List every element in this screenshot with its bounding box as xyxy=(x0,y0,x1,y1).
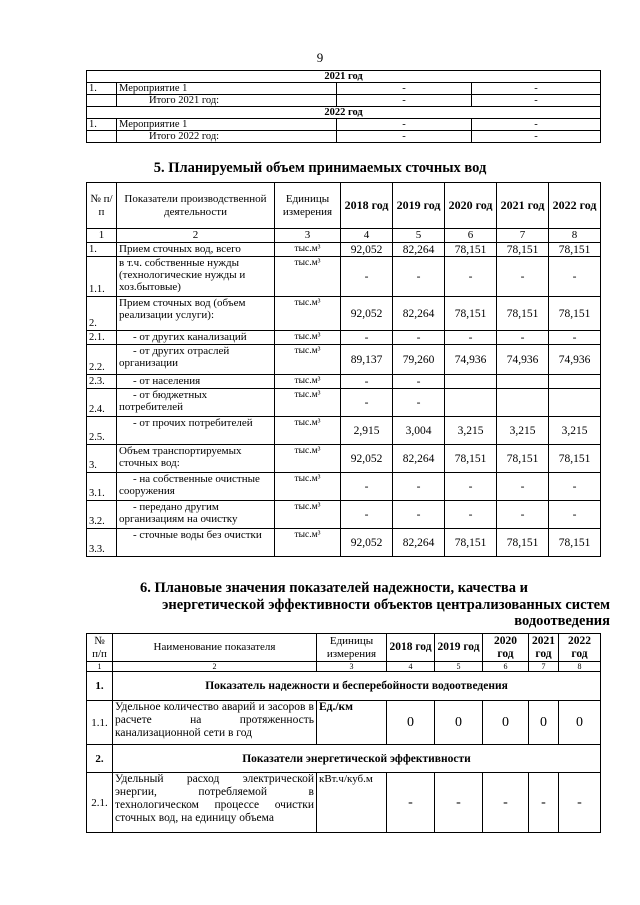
row-num: 1. xyxy=(87,83,117,95)
year-label: 2022 год xyxy=(87,107,601,119)
row-unit: тыс.м³ xyxy=(275,473,341,501)
table-row xyxy=(87,501,601,529)
group-num: 1. xyxy=(87,672,113,701)
row-value: 0 xyxy=(387,701,435,745)
index-cell: 3 xyxy=(275,229,341,243)
index-cell: 4 xyxy=(341,229,393,243)
row-unit: тыс.м³ xyxy=(275,257,341,297)
row-name: Прием сточных вод (объем реализации услуги): xyxy=(117,297,275,331)
row-name: Удельный расход электрической энергии, потребляемой в технологическом процессе очистки сточных вод, на единицу объема xyxy=(113,773,317,833)
header-year: 2019 год xyxy=(393,183,445,229)
row-name: Объем транспортируемых сточных вод: xyxy=(117,445,275,473)
index-cell: 2 xyxy=(117,229,275,243)
row-value: - xyxy=(393,331,445,345)
index-cell: 6 xyxy=(483,662,529,672)
row-value: - xyxy=(483,773,529,833)
row-value: - xyxy=(393,389,445,417)
row-value: 2,915 xyxy=(341,417,393,445)
row-unit: Ед./км xyxy=(317,701,387,745)
row-unit: тыс.м³ xyxy=(275,445,341,473)
row-value: 3,004 xyxy=(393,417,445,445)
row-unit: тыс.м³ xyxy=(275,297,341,331)
row-value: - xyxy=(445,473,497,501)
row-value: 79,260 xyxy=(393,345,445,375)
row-unit: тыс.м³ xyxy=(275,389,341,417)
index-cell: 1 xyxy=(87,229,117,243)
row-value xyxy=(445,375,497,389)
header-year: 2019 год xyxy=(435,634,483,662)
row-value: - xyxy=(393,375,445,389)
table-row xyxy=(87,297,601,331)
index-cell: 7 xyxy=(529,662,559,672)
measures-table xyxy=(86,70,601,143)
row-value: 0 xyxy=(483,701,529,745)
row-name: Итого 2022 год: xyxy=(117,131,337,143)
header-year: 2022 год xyxy=(559,634,601,662)
row-num: 2.2. xyxy=(87,345,117,375)
header-num: № п/п xyxy=(87,634,113,662)
index-row xyxy=(87,662,601,672)
row-value: - xyxy=(445,331,497,345)
table-row xyxy=(87,417,601,445)
table-row xyxy=(87,243,601,257)
table-row xyxy=(87,389,601,417)
row-num xyxy=(87,95,117,107)
table-row xyxy=(87,83,601,95)
row-value: 82,264 xyxy=(393,529,445,557)
table-row xyxy=(87,131,601,143)
row-name: - передано другим организациям на очистку xyxy=(117,501,275,529)
section-5-title: 5. Планируемый объем принимаемых сточных вод xyxy=(153,160,487,176)
table-header-row xyxy=(87,183,601,229)
row-name: - на собственные очистные сооружения xyxy=(117,473,275,501)
table-row xyxy=(87,257,601,297)
header-year: 2020 год xyxy=(445,183,497,229)
row-name: Удельное количество аварий и засоров в расчете на протяженность канализационной сети в год xyxy=(113,701,317,745)
row-num: 2.1. xyxy=(87,331,117,345)
table-row xyxy=(87,473,601,501)
row-value: 3,215 xyxy=(497,417,549,445)
row-value: 78,151 xyxy=(445,297,497,331)
index-cell: 8 xyxy=(549,229,601,243)
row-value: 78,151 xyxy=(549,445,601,473)
row-value: 78,151 xyxy=(549,297,601,331)
table-row xyxy=(87,529,601,557)
row-unit: тыс.м³ xyxy=(275,345,341,375)
table-header-row xyxy=(87,634,601,662)
row-value: - xyxy=(387,773,435,833)
row-num: 3. xyxy=(87,445,117,473)
row-value: - xyxy=(549,501,601,529)
row-value: - xyxy=(472,131,601,143)
row-value: - xyxy=(497,473,549,501)
row-value: 78,151 xyxy=(549,243,601,257)
table-row xyxy=(87,701,601,745)
row-value: 78,151 xyxy=(497,243,549,257)
row-value: 3,215 xyxy=(445,417,497,445)
row-value: 78,151 xyxy=(445,445,497,473)
row-num: 2.3. xyxy=(87,375,117,389)
table-row xyxy=(87,445,601,473)
row-value: 78,151 xyxy=(497,529,549,557)
index-cell: 3 xyxy=(317,662,387,672)
row-value: - xyxy=(337,95,472,107)
page-number: 9 xyxy=(316,50,324,65)
index-cell: 5 xyxy=(393,229,445,243)
row-value: - xyxy=(549,473,601,501)
header-indicator: Показатели производственной деятельности xyxy=(117,183,275,229)
row-name: Мероприятие 1 xyxy=(117,83,337,95)
row-value: - xyxy=(472,95,601,107)
row-value: 74,936 xyxy=(549,345,601,375)
row-value: - xyxy=(435,773,483,833)
row-num: 3.3. xyxy=(87,529,117,557)
row-value xyxy=(549,375,601,389)
row-num: 1. xyxy=(87,119,117,131)
row-value: 0 xyxy=(435,701,483,745)
row-value: - xyxy=(445,257,497,297)
row-value: - xyxy=(393,257,445,297)
row-num: 2.4. xyxy=(87,389,117,417)
row-num: 1.1. xyxy=(87,701,113,745)
row-unit: тыс.м³ xyxy=(275,417,341,445)
row-value: - xyxy=(497,501,549,529)
row-name: - от населения xyxy=(117,375,275,389)
row-num: 2. xyxy=(87,297,117,331)
row-value: 74,936 xyxy=(497,345,549,375)
table-row xyxy=(87,375,601,389)
row-value: 0 xyxy=(559,701,601,745)
row-value: - xyxy=(559,773,601,833)
row-name: - от других отраслей организации xyxy=(117,345,275,375)
row-value xyxy=(497,375,549,389)
header-unit: Единицы измерения xyxy=(317,634,387,662)
section-6-title-line1: 6. Плановые значения показателей надежности, качества и xyxy=(140,580,528,596)
index-cell: 8 xyxy=(559,662,601,672)
row-unit: тыс.м³ xyxy=(275,501,341,529)
row-unit: тыс.м³ xyxy=(275,331,341,345)
header-num: № п/ п xyxy=(87,183,117,229)
row-value: 82,264 xyxy=(393,297,445,331)
row-name: Прием сточных вод, всего xyxy=(117,243,275,257)
group-row xyxy=(87,672,601,701)
row-value: - xyxy=(337,119,472,131)
index-cell: 1 xyxy=(87,662,113,672)
index-row xyxy=(87,229,601,243)
row-value: 92,052 xyxy=(341,297,393,331)
index-cell: 7 xyxy=(497,229,549,243)
row-num xyxy=(87,131,117,143)
year-label: 2021 год xyxy=(87,71,601,83)
row-value: - xyxy=(529,773,559,833)
row-value: 82,264 xyxy=(393,445,445,473)
header-year: 2022 год xyxy=(549,183,601,229)
row-name: - от других канализаций xyxy=(117,331,275,345)
row-value: 78,151 xyxy=(445,243,497,257)
row-name: Итого 2021 год: xyxy=(117,95,337,107)
reliability-indicators-table xyxy=(86,633,601,833)
row-name: - от бюджетных потребителей xyxy=(117,389,275,417)
group-row xyxy=(87,745,601,773)
header-year: 2021 год xyxy=(497,183,549,229)
row-value: - xyxy=(341,257,393,297)
section-6-title-line2: энергетической эффективности объектов централизованных систем xyxy=(162,597,610,613)
header-year: 2018 год xyxy=(341,183,393,229)
row-unit: кВт.ч/куб.м xyxy=(317,773,387,833)
row-value: - xyxy=(472,119,601,131)
row-value: 74,936 xyxy=(445,345,497,375)
row-num: 1.1. xyxy=(87,257,117,297)
row-num: 3.1. xyxy=(87,473,117,501)
row-value: 3,215 xyxy=(549,417,601,445)
group-title: Показатель надежности и бесперебойности водоотведения xyxy=(113,672,601,701)
table-row xyxy=(87,773,601,833)
index-cell: 6 xyxy=(445,229,497,243)
wastewater-volume-table xyxy=(86,182,601,557)
row-value: - xyxy=(497,331,549,345)
table-row xyxy=(87,331,601,345)
group-num: 2. xyxy=(87,745,113,773)
header-unit: Единицы измерения xyxy=(275,183,341,229)
row-value: - xyxy=(341,473,393,501)
row-value: 92,052 xyxy=(341,445,393,473)
row-num: 2.1. xyxy=(87,773,113,833)
row-value: - xyxy=(549,331,601,345)
row-value: 92,052 xyxy=(341,243,393,257)
index-cell: 4 xyxy=(387,662,435,672)
table-row xyxy=(87,345,601,375)
row-value: 82,264 xyxy=(393,243,445,257)
row-value: - xyxy=(337,83,472,95)
group-title: Показатели энергетической эффективности xyxy=(113,745,601,773)
row-unit: тыс.м³ xyxy=(275,529,341,557)
header-year: 2021 год xyxy=(529,634,559,662)
row-name: - от прочих потребителей xyxy=(117,417,275,445)
row-value: 78,151 xyxy=(497,445,549,473)
row-value: 78,151 xyxy=(445,529,497,557)
row-value: - xyxy=(497,257,549,297)
row-value: - xyxy=(393,473,445,501)
row-value: 89,137 xyxy=(341,345,393,375)
row-value: 92,052 xyxy=(341,529,393,557)
row-num: 3.2. xyxy=(87,501,117,529)
header-year: 2020 год xyxy=(483,634,529,662)
row-value: - xyxy=(341,331,393,345)
table-row xyxy=(87,95,601,107)
row-unit: тыс.м³ xyxy=(275,243,341,257)
header-year: 2018 год xyxy=(387,634,435,662)
row-name: Мероприятие 1 xyxy=(117,119,337,131)
index-cell: 2 xyxy=(113,662,317,672)
row-value: - xyxy=(472,83,601,95)
row-value: - xyxy=(341,501,393,529)
row-value xyxy=(497,389,549,417)
header-indicator: Наименование показателя xyxy=(113,634,317,662)
row-num: 1. xyxy=(87,243,117,257)
index-cell: 5 xyxy=(435,662,483,672)
row-value: - xyxy=(445,501,497,529)
row-value: - xyxy=(341,389,393,417)
row-value: - xyxy=(393,501,445,529)
row-value: - xyxy=(549,257,601,297)
row-name: - сточные воды без очистки xyxy=(117,529,275,557)
row-value: 0 xyxy=(529,701,559,745)
row-num: 2.5. xyxy=(87,417,117,445)
row-unit: тыс.м³ xyxy=(275,375,341,389)
row-value: 78,151 xyxy=(497,297,549,331)
row-value xyxy=(445,389,497,417)
row-value: - xyxy=(341,375,393,389)
section-6-title-line3: водоотведения xyxy=(514,613,610,629)
year-row xyxy=(87,107,601,119)
row-value: 78,151 xyxy=(549,529,601,557)
row-value: - xyxy=(337,131,472,143)
year-row xyxy=(87,71,601,83)
row-name: в т.ч. собственные нужды (технологические нужды и хоз.бытовые) xyxy=(117,257,275,297)
table-row xyxy=(87,119,601,131)
row-value xyxy=(549,389,601,417)
